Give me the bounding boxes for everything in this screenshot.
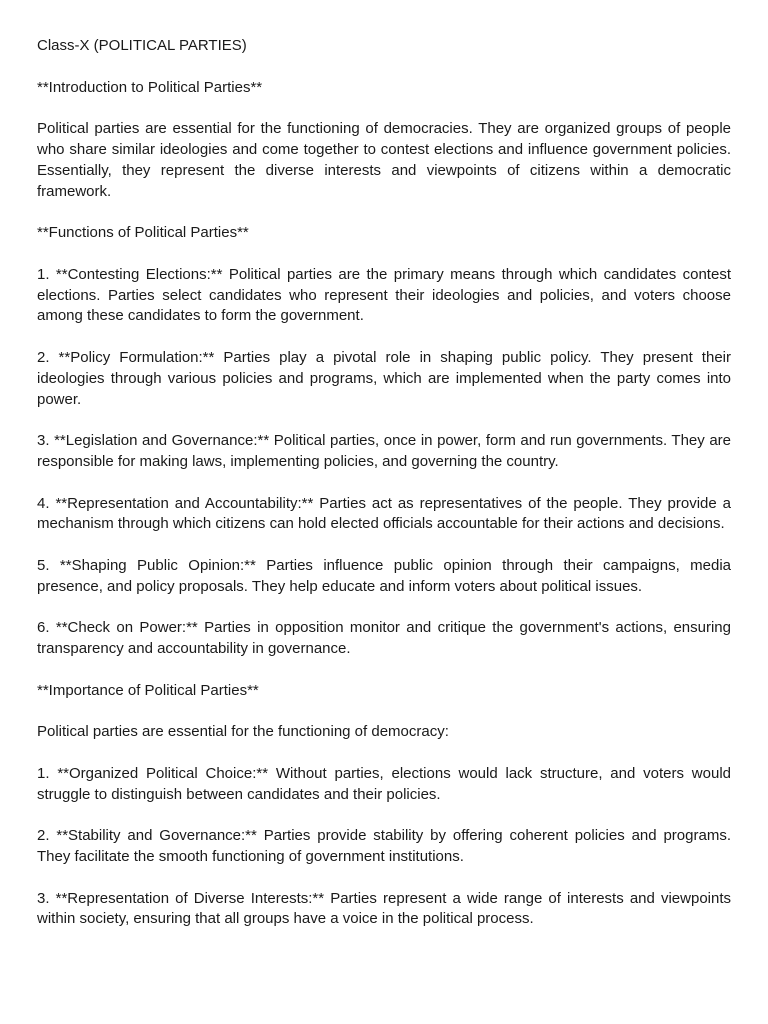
- document-title: Class-X (POLITICAL PARTIES): [37, 37, 247, 54]
- function-item-2: 2. **Policy Formulation:** Parties play a pivotal role in shaping public policy. They present their ideologies through various policies and programs, which are implemented when the party comes into power.: [37, 348, 731, 408]
- importance-item-3: 3. **Representation of Diverse Interests:** Parties represent a wide range of interests and viewpoints within society, ensuring that all groups have a voice in the political process.: [37, 889, 731, 928]
- function-item-5: 5. **Shaping Public Opinion:** Parties influence public opinion through their campaigns, media presence, and policy proposals. They help educate and inform voters about political issues.: [37, 556, 731, 595]
- intro-paragraph: Political parties are essential for the functioning of democracies. They are organized groups of people who share similar ideologies and come together to contest elections and influence government policies. Essentially, they represent the diverse interests and viewpoints of citizens within a democratic framework.: [37, 120, 731, 200]
- importance-item-1: 1. **Organized Political Choice:** Without parties, elections would lack structure, and voters would struggle to distinguish between candidates and their policies.: [37, 764, 731, 803]
- function-item-4: 4. **Representation and Accountability:** Parties act as representatives of the people. They provide a mechanism through which citizens can hold elected officials accountable for their actions and decisions.: [37, 494, 731, 533]
- importance-item-2: 2. **Stability and Governance:** Parties provide stability by offering coherent policies and programs. They facilitate the smooth functioning of government institutions.: [37, 827, 731, 866]
- document-page: [37, 36, 731, 951]
- function-item-3: 3. **Legislation and Governance:** Political parties, once in power, form and run governments. They are responsible for making laws, implementing policies, and governing the country.: [37, 432, 731, 470]
- functions-heading: **Functions of Political Parties**: [37, 224, 249, 242]
- intro-heading: **Introduction to Political Parties**: [37, 78, 263, 96]
- function-item-6: 6. **Check on Power:** Parties in opposition monitor and critique the government's actions, ensuring transparency and accountability in governance.: [37, 619, 731, 658]
- importance-heading: **Importance of Political Parties**: [37, 681, 259, 699]
- function-item-1: 1. **Contesting Elections:** Political parties are the primary means through which candidates contest elections. Parties select candidates who represent their ideologies and policies, and voters choose among these candidates to form the government.: [37, 265, 731, 325]
- importance-intro: Political parties are essential for the functioning of democracy:: [37, 723, 449, 741]
